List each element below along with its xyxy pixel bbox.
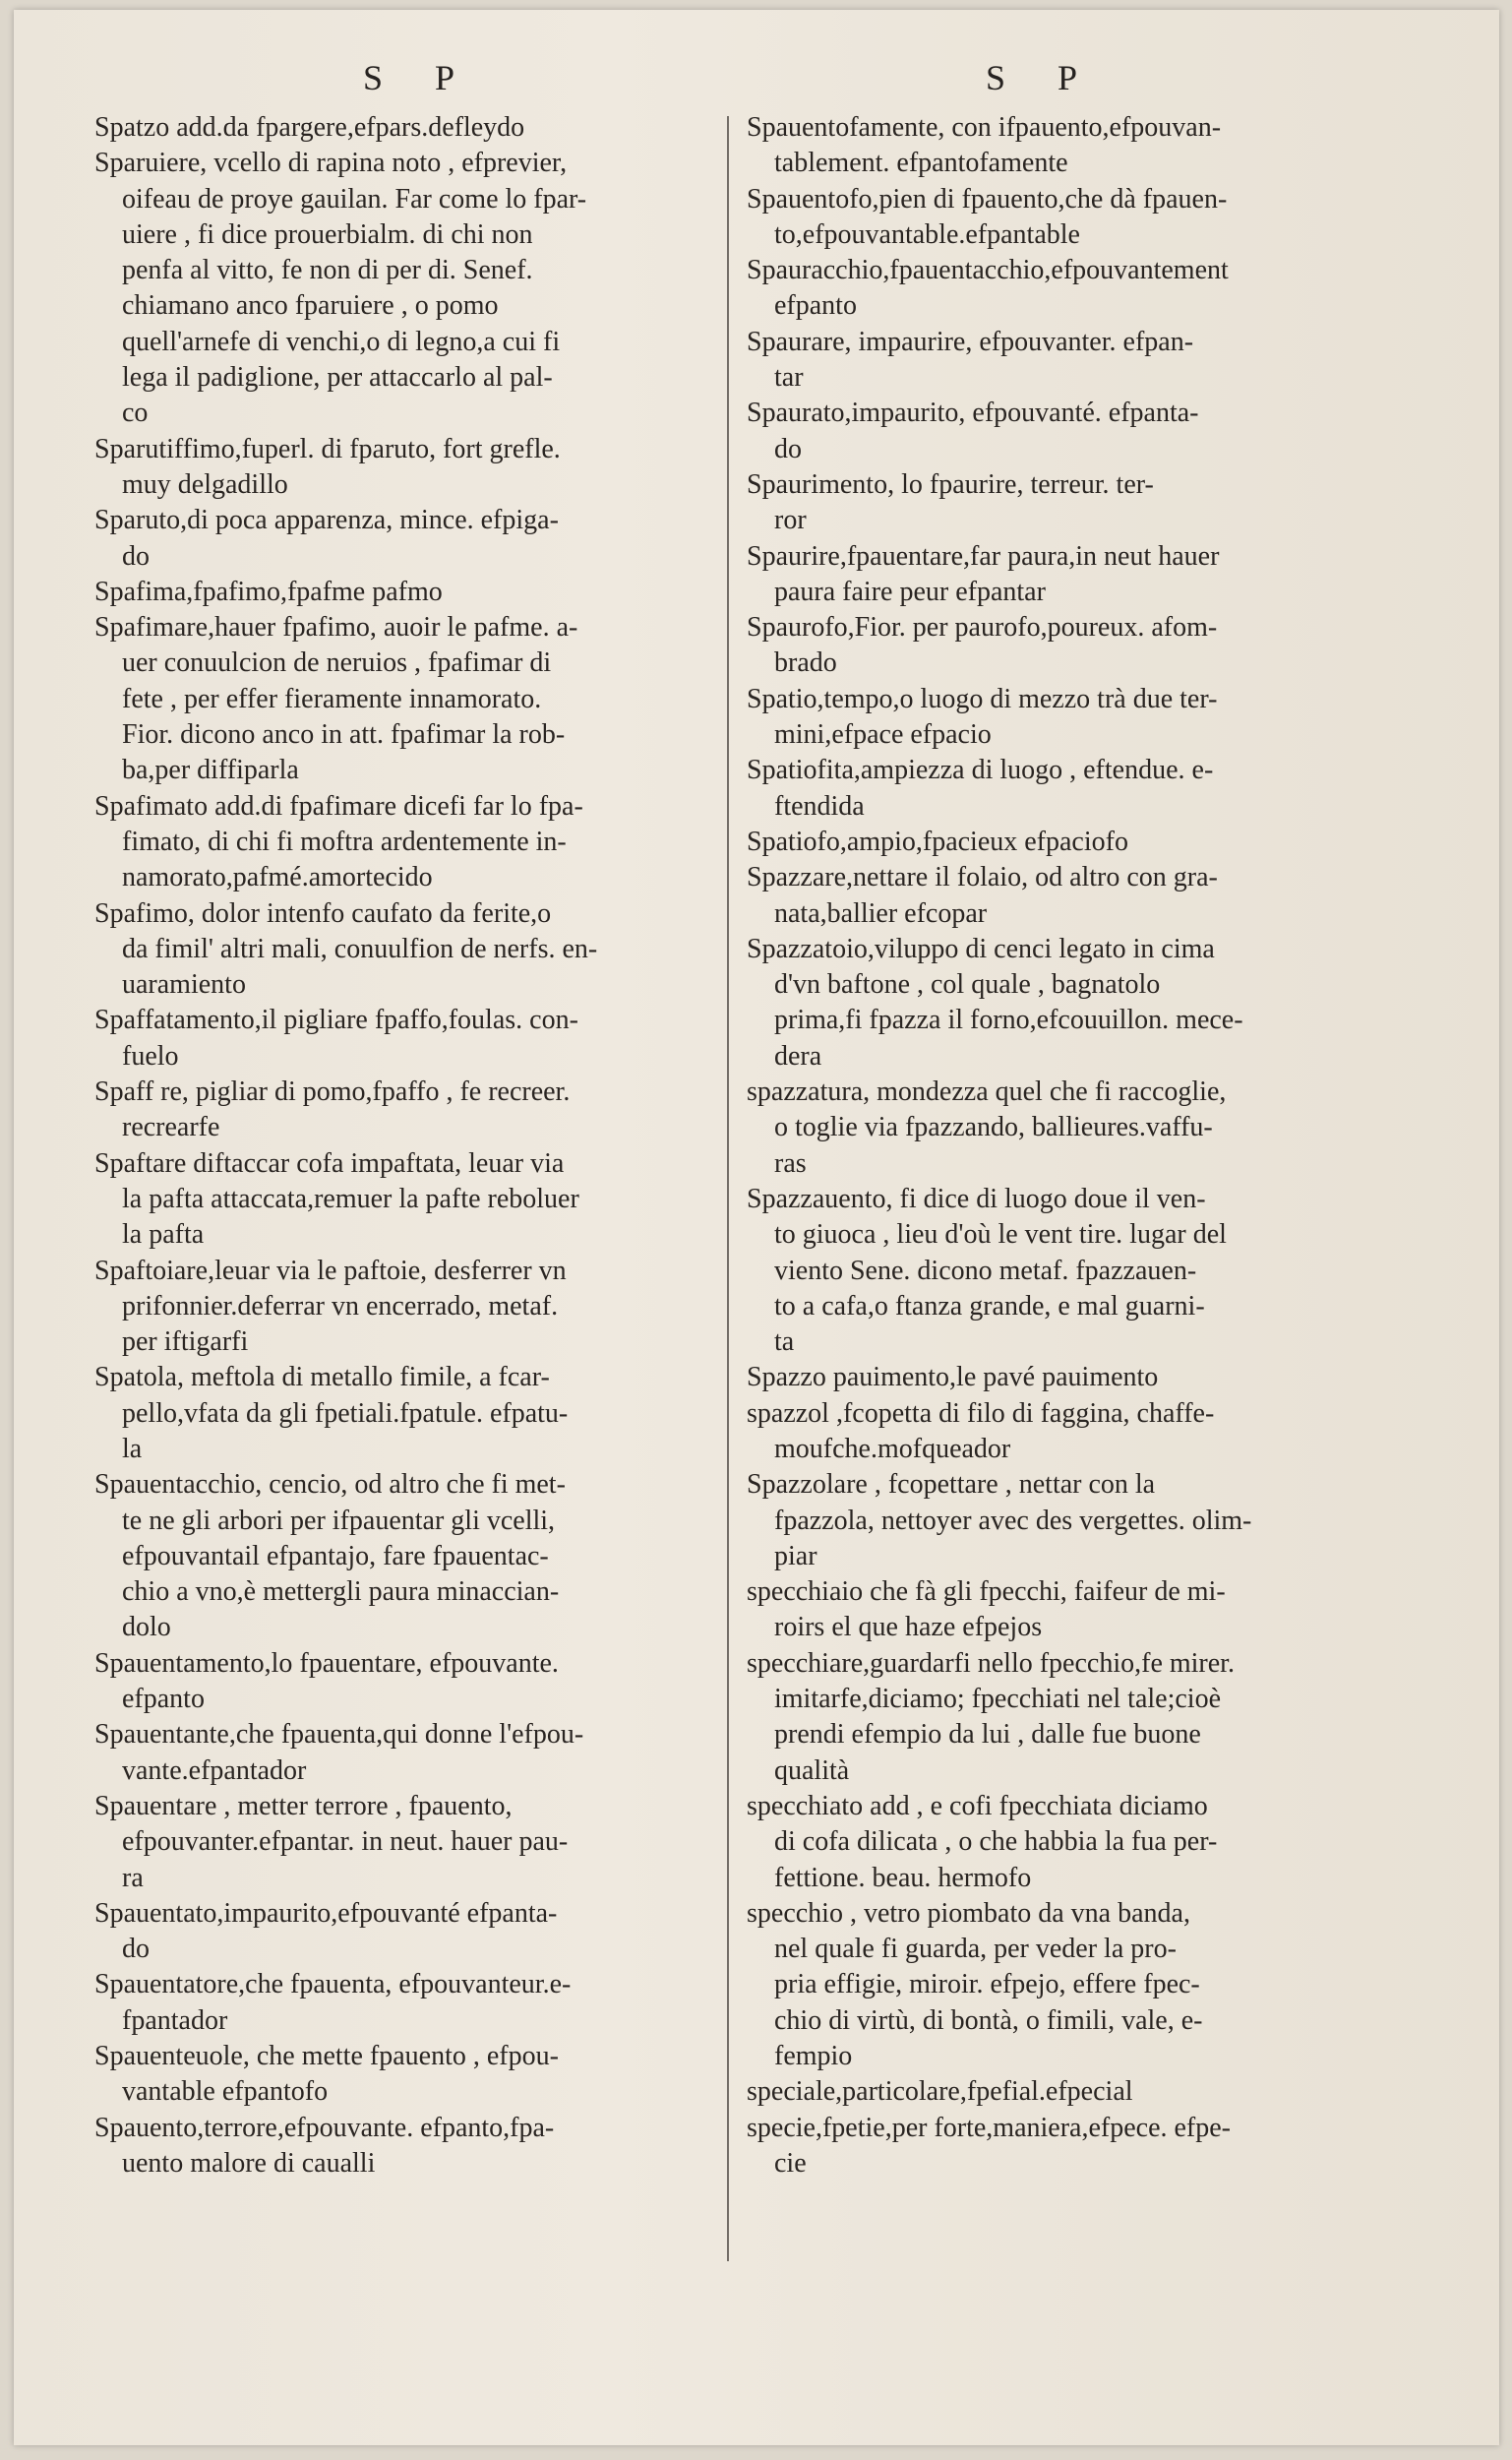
- entry-line: recrearfe: [122, 1112, 220, 1143]
- dictionary-entry: [94, 146, 734, 431]
- entry-line: fettione. beau. hermofo: [774, 1862, 1032, 1893]
- entry-line: chio a vno,è mettergli paura minaccian-: [122, 1576, 560, 1608]
- entry-line: muy delgadillo: [122, 468, 288, 500]
- entry-line: namorato,pafmé.amortecido: [122, 862, 433, 893]
- dictionary-entry: [747, 860, 1386, 932]
- dictionary-entry: [747, 2074, 1386, 2110]
- dictionary-entry: [94, 1896, 734, 1968]
- entry-line: Spaurimento, lo fpaurire, terreur. ter-: [747, 468, 1154, 500]
- entry-line: Spauentato,impaurito,efpouvanté efpanta-: [94, 1897, 558, 1929]
- dictionary-entry: [94, 789, 734, 896]
- dictionary-entry: [747, 1646, 1386, 1789]
- entry-line: efpouvanter.efpantar. in neut. hauer pau-: [122, 1826, 569, 1858]
- entry-line: nata,ballier efcopar: [774, 897, 988, 929]
- entry-line: viento Sene. dicono metaf. fpazzauen-: [774, 1255, 1197, 1286]
- dictionary-entry: [94, 896, 734, 1004]
- entry-line: dera: [774, 1040, 822, 1072]
- dictionary-entry: [94, 1254, 734, 1361]
- entry-line: fpantador: [122, 2004, 228, 2036]
- entry-line: co: [122, 398, 149, 429]
- right-column: [747, 110, 1386, 2182]
- entry-line: Spauentacchio, cencio, od altro che fi met-: [94, 1469, 566, 1501]
- entry-line: Spaftare diftaccar cofa impaftata, leuar via: [94, 1147, 565, 1179]
- entry-line: specchiaio che fà gli fpecchi, faifeur de mi-: [747, 1576, 1226, 1608]
- entry-line: quell'arnefe di venchi,o di legno,a cui fi: [122, 326, 561, 357]
- entry-line: Sparuiere, vcello di rapina noto , efprevier,: [94, 148, 568, 179]
- entry-line: to giuoca , lieu d'où le vent tire. lugar del: [774, 1219, 1227, 1251]
- dictionary-page: [14, 10, 1499, 2445]
- entry-line: Spauentatore,che fpauenta, efpouvanteur.e-: [94, 1969, 572, 2000]
- entry-line: efpouvantail efpantajo, fare fpauentac-: [122, 1540, 549, 1571]
- dictionary-entry: [747, 1467, 1386, 1574]
- entry-line: cie: [774, 2147, 807, 2179]
- dictionary-entry: [94, 1075, 734, 1146]
- entry-line: Spatola, meftola di metallo fimile, a fcar-: [94, 1362, 550, 1393]
- entry-line: ror: [774, 505, 807, 536]
- entry-line: Spatzo add.da fpargere,efpars.defleydo: [94, 112, 525, 143]
- entry-line: speciale,particolare,fpefial.efpecial: [747, 2076, 1133, 2108]
- entry-line: prifonnier.deferrar vn encerrado, metaf.: [122, 1290, 559, 1322]
- entry-line: Spaftoiare,leuar via le paftoie, desferrer vn: [94, 1255, 567, 1286]
- left-column: [94, 110, 734, 2182]
- entry-line: Spazzo pauimento,le pavé pauimento: [747, 1362, 1159, 1393]
- dictionary-entry: [94, 1146, 734, 1254]
- entry-line: specie,fpetie,per forte,maniera,efpece. efpe-: [747, 2112, 1232, 2143]
- entry-line: Spatiofita,ampiezza di luogo , eftendue. e-: [747, 755, 1214, 786]
- entry-line: la pafta: [122, 1219, 205, 1251]
- entry-line: tar: [774, 362, 804, 394]
- entry-line: chiamano anco fparuiere , o pomo: [122, 290, 499, 322]
- entry-line: fimato, di chi fi moftra ardentemente in-: [122, 826, 567, 857]
- dictionary-entry: [747, 1789, 1386, 1896]
- entry-line: Spaurato,impaurito, efpouvanté. efpanta-: [747, 398, 1199, 429]
- entry-line: to a cafa,o ftanza grande, e mal guarni-: [774, 1290, 1205, 1322]
- entry-line: Spaffatamento,il pigliare fpaffo,foulas. con-: [94, 1005, 578, 1036]
- entry-line: Spafima,fpafimo,fpafme pafmo: [94, 576, 443, 607]
- dictionary-entry: [747, 1896, 1386, 2074]
- dictionary-entry: [747, 825, 1386, 860]
- dictionary-entry: [747, 182, 1386, 254]
- dictionary-entry: [94, 575, 734, 610]
- dictionary-entry: [747, 610, 1386, 682]
- entry-line: fempio: [774, 2041, 853, 2072]
- dictionary-entry: [747, 753, 1386, 825]
- entry-line: lega il padiglione, per attaccarlo al pal-: [122, 362, 553, 394]
- entry-line: penfa al vitto, fe non di per di. Senef.: [122, 255, 533, 286]
- entry-line: ra: [122, 1862, 144, 1893]
- entry-line: Fior. dicono anco in att. fpafimar la rob-: [122, 719, 566, 751]
- entry-line: efpanto: [774, 290, 857, 322]
- entry-line: prendi efempio da lui , dalle fue buone: [774, 1719, 1201, 1751]
- entry-line: roirs el que haze efpejos: [774, 1612, 1043, 1643]
- entry-line: tablement. efpantofamente: [774, 148, 1068, 179]
- dictionary-entry: [747, 253, 1386, 325]
- entry-line: Spauentante,che fpauenta,qui donne l'efpou-: [94, 1719, 584, 1751]
- dictionary-entry: [94, 2039, 734, 2111]
- entry-line: Spauenteuole, che mette fpauento , efpou-: [94, 2041, 559, 2072]
- dictionary-entry: [94, 1646, 734, 1718]
- entry-line: Spauentamento,lo fpauentare, efpouvante.: [94, 1647, 559, 1679]
- entry-line: fuelo: [122, 1040, 179, 1072]
- dictionary-entry: [94, 1789, 734, 1896]
- dictionary-entry: [747, 539, 1386, 611]
- entry-line: moufche.mofqueador: [774, 1433, 1011, 1464]
- dictionary-entry: [747, 1574, 1386, 1646]
- entry-line: Spazzare,nettare il folaio, od altro con gra-: [747, 862, 1218, 893]
- entry-line: to,efpouvantable.efpantable: [774, 218, 1080, 250]
- entry-line: Spatiofo,ampio,fpacieux efpaciofo: [747, 826, 1128, 857]
- entry-line: fete , per effer fieramente innamorato.: [122, 683, 542, 714]
- entry-line: ras: [774, 1147, 807, 1179]
- dictionary-entry: [94, 1967, 734, 2039]
- entry-line: Spaff re, pigliar di pomo,fpaffo , fe recreer.: [94, 1076, 571, 1108]
- entry-line: uer conuulcion de neruios , fpafimar di: [122, 647, 552, 679]
- dictionary-entry: [94, 503, 734, 575]
- running-head-left: S P: [363, 58, 477, 97]
- entry-line: efpanto: [122, 1684, 205, 1715]
- entry-line: spazzatura, mondezza quel che fi raccoglie,: [747, 1076, 1227, 1108]
- entry-line: Spazzolare , fcopettare , nettar con la: [747, 1469, 1156, 1501]
- dictionary-entry: [747, 467, 1386, 539]
- entry-line: pria effigie, miroir. efpejo, effere fpec-: [774, 1969, 1200, 2000]
- entry-line: mini,efpace efpacio: [774, 719, 992, 751]
- dictionary-entry: [747, 110, 1386, 182]
- entry-line: Spaurare, impaurire, efpouvanter. efpan-: [747, 326, 1194, 357]
- entry-line: uaramiento: [122, 969, 246, 1001]
- entry-line: o toglie via fpazzando, ballieures.vaffu-: [774, 1112, 1213, 1143]
- entry-line: Spafimato add.di fpafimare dicefi far lo fpa-: [94, 790, 583, 822]
- entry-line: dolo: [122, 1612, 171, 1643]
- entry-line: Spazzatoio,viluppo di cenci legato in cima: [747, 933, 1215, 964]
- entry-line: ba,per diffiparla: [122, 755, 299, 786]
- dictionary-entry: [747, 1360, 1386, 1395]
- entry-line: piar: [774, 1540, 817, 1571]
- entry-line: da fimil' altri mali, conuulfion de nerfs. en-: [122, 933, 598, 964]
- entry-line: uento malore di caualli: [122, 2147, 376, 2179]
- entry-line: Spauento,terrore,efpouvante. efpanto,fpa-: [94, 2112, 555, 2143]
- entry-line: brado: [774, 647, 837, 679]
- entry-line: prima,fi fpazza il forno,efcouuillon. mece-: [774, 1005, 1243, 1036]
- entry-line: Spatio,tempo,o luogo di mezzo trà due ter-: [747, 683, 1218, 714]
- entry-line: Sparuto,di poca apparenza, mince. efpiga-: [94, 505, 559, 536]
- dictionary-entry: [747, 1396, 1386, 1468]
- entry-line: fpazzola, nettoyer avec des vergettes. olim-: [774, 1505, 1252, 1536]
- entry-line: Spauentofo,pien di fpauento,che dà fpauen-: [747, 183, 1228, 215]
- dictionary-entry: [94, 2111, 734, 2183]
- dictionary-entry: [747, 396, 1386, 467]
- dictionary-entry: [747, 932, 1386, 1075]
- entry-line: Spauracchio,fpauentacchio,efpouvantement: [747, 255, 1229, 286]
- dictionary-entry: [747, 1075, 1386, 1182]
- entry-line: di cofa dilicata , o che habbia la fua per-: [774, 1826, 1218, 1858]
- entry-line: Spazzauento, fi dice di luogo doue il ven-: [747, 1183, 1206, 1214]
- entry-line: Spafimare,hauer fpafimo, auoir le pafme. a-: [94, 612, 578, 644]
- dictionary-entry: [747, 1182, 1386, 1360]
- entry-line: d'vn baftone , col quale , bagnatolo: [774, 969, 1161, 1001]
- entry-line: pello,vfata da gli fpetiali.fpatule. efpatu-: [122, 1397, 569, 1429]
- entry-line: Spafimo, dolor intenfo caufato da ferite,o: [94, 897, 552, 929]
- dictionary-entry: [94, 1360, 734, 1467]
- dictionary-entry: [94, 432, 734, 504]
- entry-line: Spaurofo,Fior. per paurofo,poureux. afom-: [747, 612, 1218, 644]
- entry-line: nel quale fi guarda, per veder la pro-: [774, 1934, 1177, 1965]
- entry-line: specchio , vetro piombato da vna banda,: [747, 1897, 1190, 1929]
- entry-line: uiere , fi dice prouerbialm. di chi non: [122, 218, 533, 250]
- entry-line: ftendida: [774, 790, 865, 822]
- entry-line: vante.efpantador: [122, 1754, 307, 1786]
- entry-line: do: [774, 433, 802, 464]
- dictionary-entry: [94, 610, 734, 788]
- entry-line: Sparutiffimo,fuperl. di fparuto, fort grefle.: [94, 433, 561, 464]
- entry-line: spazzol ,fcopetta di filo di faggina, chaffe-: [747, 1397, 1215, 1429]
- entry-line: ta: [774, 1326, 795, 1358]
- dictionary-entry: [747, 2111, 1386, 2183]
- entry-line: te ne gli arbori per ifpauentar gli vcelli,: [122, 1505, 556, 1536]
- dictionary-entry: [94, 1467, 734, 1645]
- entry-line: la pafta attaccata,remuer la pafte reboluer: [122, 1183, 579, 1214]
- dictionary-entry: [94, 1003, 734, 1075]
- entry-line: oifeau de proye gauilan. Far come lo fpar-: [122, 183, 587, 215]
- entry-line: Spauentofamente, con ifpauento,efpouvan-: [747, 112, 1222, 143]
- entry-line: paura faire peur efpantar: [774, 576, 1046, 607]
- entry-line: specchiato add , e cofi fpecchiata diciamo: [747, 1790, 1208, 1821]
- dictionary-entry: [94, 1717, 734, 1789]
- entry-line: specchiare,guardarfi nello fpecchio,fe mirer.: [747, 1647, 1235, 1679]
- entry-line: Spaurire,fpauentare,far paura,in neut hauer: [747, 540, 1220, 572]
- entry-line: imitarfe,diciamo; fpecchiati nel tale;cioè: [774, 1684, 1222, 1715]
- dictionary-entry: [94, 110, 734, 146]
- entry-line: per iftigarfi: [122, 1326, 249, 1358]
- entry-line: chio di virtù, di bontà, o fimili, vale, e-: [774, 2004, 1203, 2036]
- dictionary-entry: [747, 325, 1386, 397]
- entry-line: qualità: [774, 1754, 850, 1786]
- entry-line: do: [122, 540, 150, 572]
- entry-line: la: [122, 1433, 143, 1464]
- entry-line: vantable efpantofo: [122, 2076, 329, 2108]
- dictionary-entry: [747, 682, 1386, 754]
- entry-line: Spauentare , metter terrore , fpauento,: [94, 1790, 513, 1821]
- running-head-right: S P: [986, 58, 1100, 97]
- entry-line: do: [122, 1934, 150, 1965]
